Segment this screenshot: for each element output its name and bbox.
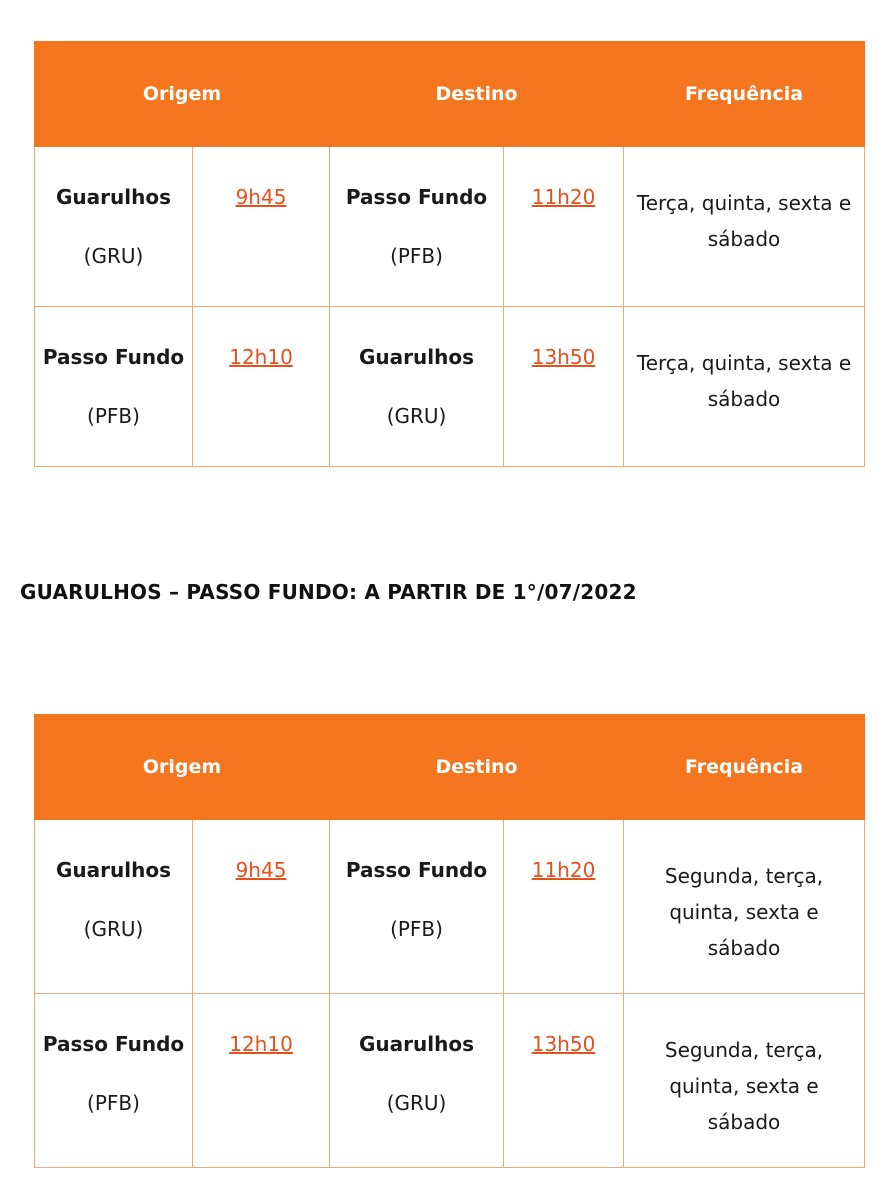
frequency-text: Terça, quinta, sexta e sábado	[636, 191, 852, 251]
origin-cell	[35, 994, 193, 1168]
header-destination: Destino	[330, 715, 624, 820]
departure-time-link[interactable]: 12h10	[229, 345, 293, 369]
arrival-time-link[interactable]: 11h20	[531, 185, 596, 209]
table-header-row	[35, 42, 865, 147]
destination-name: Guarulhos	[359, 1032, 475, 1056]
arrival-time-link[interactable]: 13h50	[531, 345, 596, 369]
frequency-text: Segunda, terça, quinta, sexta e sábado	[664, 1038, 824, 1134]
arrival-time-link[interactable]: 13h50	[531, 1032, 596, 1056]
arrival-time-link[interactable]: 11h20	[531, 858, 596, 882]
destination-code: (GRU)	[386, 1091, 447, 1115]
destination-cell	[330, 994, 504, 1168]
arrival-cell	[504, 307, 624, 467]
departure-cell	[193, 147, 330, 307]
header-frequency: Frequência	[624, 42, 865, 147]
frequency-cell	[624, 307, 865, 467]
origin-name: Passo Fundo	[42, 1032, 185, 1056]
frequency-text: Segunda, terça, quinta, sexta e sábado	[664, 864, 824, 960]
origin-code: (PFB)	[87, 1091, 140, 1115]
departure-time-link[interactable]: 12h10	[229, 1032, 293, 1056]
destination-cell	[330, 820, 504, 994]
table-row	[35, 994, 865, 1168]
table-row	[35, 147, 865, 307]
departure-cell	[193, 307, 330, 467]
header-origin: Origem	[35, 42, 330, 147]
departure-time-link[interactable]: 9h45	[235, 185, 287, 209]
destination-code: (PFB)	[390, 917, 443, 941]
header-origin: Origem	[35, 715, 330, 820]
table-header-row	[35, 715, 865, 820]
departure-cell	[193, 994, 330, 1168]
frequency-cell	[624, 820, 865, 994]
header-destination: Destino	[330, 42, 624, 147]
arrival-cell	[504, 994, 624, 1168]
frequency-cell	[624, 147, 865, 307]
frequency-cell	[624, 994, 865, 1168]
destination-code: (PFB)	[390, 244, 443, 268]
destination-name: Guarulhos	[359, 345, 475, 369]
table-row	[35, 820, 865, 994]
destination-name: Passo Fundo	[345, 858, 488, 882]
departure-time-link[interactable]: 9h45	[235, 858, 287, 882]
arrival-cell	[504, 147, 624, 307]
frequency-text: Terça, quinta, sexta e sábado	[636, 351, 852, 411]
destination-code: (GRU)	[386, 404, 447, 428]
origin-cell	[35, 307, 193, 467]
section-heading: GUARULHOS – PASSO FUNDO: A PARTIR DE 1°/07/2022	[20, 580, 637, 604]
origin-name: Guarulhos	[56, 858, 171, 882]
origin-name: Guarulhos	[56, 185, 171, 209]
origin-cell	[35, 820, 193, 994]
destination-name: Passo Fundo	[345, 185, 488, 209]
arrival-cell	[504, 820, 624, 994]
origin-code: (GRU)	[83, 917, 144, 941]
departure-cell	[193, 820, 330, 994]
destination-cell	[330, 147, 504, 307]
flight-schedule-table-2	[34, 714, 865, 1168]
destination-cell	[330, 307, 504, 467]
origin-name: Passo Fundo	[42, 345, 185, 369]
origin-code: (GRU)	[83, 244, 144, 268]
header-frequency: Frequência	[624, 715, 865, 820]
flight-schedule-table-1	[34, 41, 865, 467]
table-row	[35, 307, 865, 467]
origin-cell	[35, 147, 193, 307]
origin-code: (PFB)	[87, 404, 140, 428]
